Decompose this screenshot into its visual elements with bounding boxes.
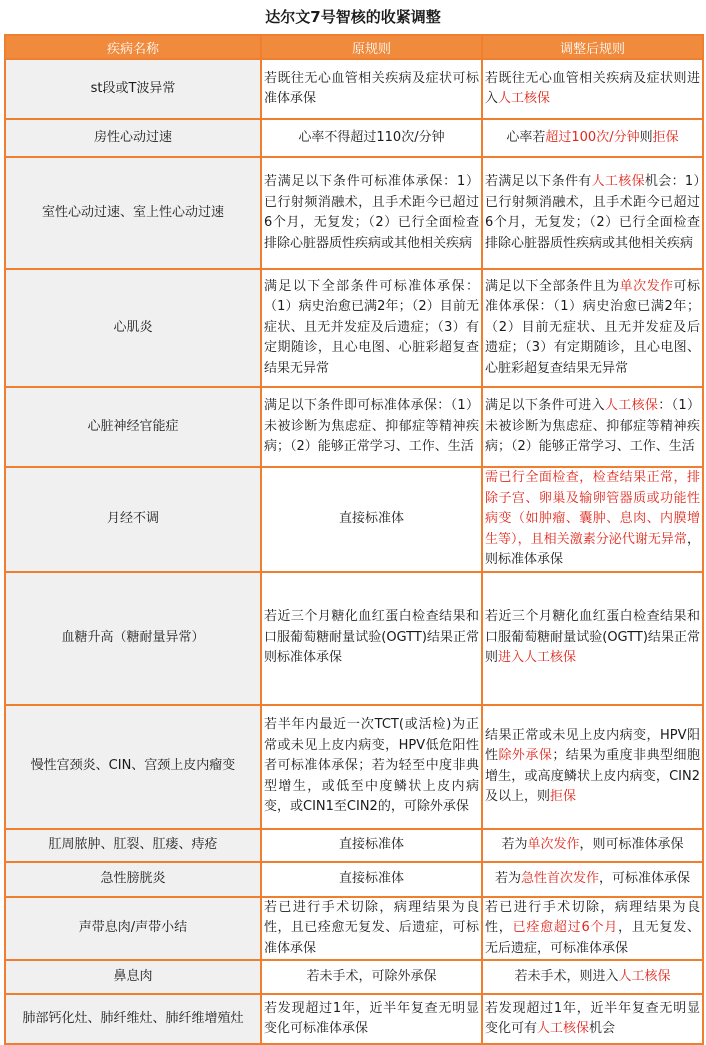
rule-text: 可标准体承保：（1）病史治愈已满2年；（2）目前无症状、且无并发症及后遗症；（3）有定期随诊，且心电图、心脏彩超复查结果无异常 — [485, 278, 700, 376]
adjusted-rule-cell — [482, 960, 703, 994]
rule-text: 若已进行手术切除，病理结果为良性，且已痊愈无复发、后遗症，可标准体承保 — [264, 899, 479, 956]
header-disease-name: 疾病名称 — [5, 35, 261, 59]
highlight-text: 超过100次/分钟 — [545, 129, 640, 145]
rule-text: 直接标准体 — [338, 870, 404, 886]
disease-name-cell: 声带息肉/声带小结 — [5, 897, 261, 961]
adjusted-rule-cell — [482, 829, 703, 862]
disease-name-cell: 房性心动过速 — [5, 119, 261, 157]
table-row — [5, 387, 703, 467]
rule-text: 机会：1）已行射频消融术，且手术距今已超过6个月，无复发；（2）已行全面检查排除心脏器质性疾病或其他相关疾病 — [485, 174, 700, 251]
rule-text: ，则标准体承保 — [485, 531, 700, 567]
adjusted-rule-cell — [482, 387, 703, 467]
highlight-text: 拒保 — [652, 129, 679, 145]
original-rule-cell — [261, 994, 482, 1044]
adjusted-rule-cell — [482, 269, 703, 387]
disease-name-cell: st段或T波异常 — [5, 59, 261, 119]
rules-table — [4, 34, 704, 1045]
disease-name-cell: 室性心动过速、室上性心动过速 — [5, 157, 261, 269]
original-rule-cell — [261, 387, 482, 467]
rule-text: 若为 — [494, 870, 521, 886]
rule-text: 若未手术，可除外承保 — [306, 968, 437, 984]
rule-text: ；结果为重度非典型细胞增生，或高度鳞状上皮内病变，CIN2及以上，则 — [485, 748, 700, 804]
original-rule-cell — [261, 862, 482, 897]
rule-text: 若未手术，则进入 — [514, 968, 619, 984]
original-rule-cell — [261, 829, 482, 862]
header-adjusted-rule: 调整后规则 — [482, 35, 703, 59]
table-row — [5, 862, 703, 897]
highlight-text: 急性首次发作 — [520, 870, 599, 886]
highlight-text: 进入人工核保 — [498, 650, 577, 666]
original-rule-cell — [261, 897, 482, 961]
disease-name-cell: 心肌炎 — [5, 269, 261, 387]
rule-text: 心率不得超过110次/分钟 — [298, 129, 445, 145]
rule-text: 若近三个月糖化血红蛋白检查结果和口服葡萄糖耐量试验(OGTT)结果正常则标准体承保 — [264, 609, 479, 666]
rule-text: 直接标准体 — [338, 511, 404, 526]
rule-text: 结果正常或未见上皮内病变，HPV阳性 — [485, 727, 700, 763]
rule-text: 若近三个月糖化血红蛋白检查结果和口服葡萄糖耐量试验(OGTT)结果正常则 — [485, 609, 700, 666]
highlight-text: 人工核保 — [618, 968, 671, 984]
table-row — [5, 994, 703, 1044]
disease-name-cell: 月经不调 — [5, 467, 261, 572]
highlight-text: 单次发作 — [527, 836, 580, 852]
table-row — [5, 572, 703, 705]
rule-text: 若发现超过1年，近半年复查无明显变化可有 — [485, 1000, 700, 1036]
original-rule-cell — [261, 705, 482, 829]
rule-text: ，且无复发、无后遗症，可标准体承保 — [485, 920, 700, 956]
rule-text: 则 — [639, 129, 653, 145]
highlight-text: 需已行全面检查，检查结果正常，排除子宫、卵巢及输卵管器质或功能性病变（如肿瘤、囊肿、息肉、内膜增生等），且相关激素分泌代谢无异常 — [485, 470, 700, 547]
rule-text: 机会 — [589, 1021, 616, 1036]
rule-text: ，则可标准体承保 — [579, 836, 684, 852]
adjusted-rule-cell — [482, 467, 703, 572]
highlight-text: 人工核保 — [591, 174, 645, 189]
original-rule-cell — [261, 119, 482, 157]
rule-text: ，可标准体承保 — [599, 870, 691, 886]
original-rule-cell — [261, 59, 482, 119]
highlight-text: 拒保 — [550, 789, 577, 804]
disease-name-cell: 肺部钙化灶、肺纤维灶、肺纤维增殖灶 — [5, 994, 261, 1044]
adjusted-rule-cell — [482, 897, 703, 961]
rule-text: 若既往无心血管相关疾病及症状可标准体承保 — [264, 70, 479, 106]
adjusted-rule-cell — [482, 862, 703, 897]
highlight-text: 已痊愈超过6个月 — [512, 920, 619, 935]
original-rule-cell — [261, 467, 482, 572]
adjusted-rule-cell — [482, 59, 703, 119]
rule-text: 心率若 — [506, 129, 546, 145]
table-row — [5, 829, 703, 862]
rule-text: 若满足以下条件可标准体承保：1）已行射频消融术，且手术距今已超过6个月，无复发；（2）已行全面检查排除心脏器质性疾病或其他相关疾病 — [264, 174, 479, 251]
rule-text: 满足以下条件即可标准体承保：（1）未被诊断为焦虑症、抑郁症等精神疾病；（2）能够正常学习、工作、生活 — [264, 398, 479, 455]
page-title: 达尔文7号智核的收紧调整 — [265, 8, 441, 26]
disease-name-cell: 心脏神经官能症 — [5, 387, 261, 467]
rule-text: 若满足以下条件有 — [485, 174, 592, 189]
highlight-text: 单次发作 — [619, 278, 674, 294]
table-header-row — [5, 35, 703, 59]
table-row — [5, 119, 703, 157]
original-rule-cell — [261, 269, 482, 387]
highlight-text: 人工核保 — [537, 1021, 590, 1036]
disease-name-cell: 急性膀胱炎 — [5, 862, 261, 897]
rule-text: 直接标准体 — [338, 836, 404, 852]
disease-name-cell: 血糖升高（糖耐量异常） — [5, 572, 261, 705]
original-rule-cell — [261, 157, 482, 269]
table-row — [5, 269, 703, 387]
original-rule-cell — [261, 960, 482, 994]
table-row — [5, 157, 703, 269]
original-rule-cell — [261, 572, 482, 705]
disease-name-cell: 慢性宫颈炎、CIN、宫颈上皮内瘤变 — [5, 705, 261, 829]
table-row — [5, 960, 703, 994]
adjusted-rule-cell — [482, 705, 703, 829]
adjusted-rule-cell — [482, 157, 703, 269]
rule-text: 若半年内最近一次TCT(或活检)为正常或未见上皮内病变，HPV低危阳性者可标准体承保；若为轻至中度非典型增生，或低至中度鳞状上皮内病变，或CIN1至CIN2的，可除外承保 — [264, 717, 479, 815]
table-row — [5, 467, 703, 572]
highlight-text: 人工核保 — [604, 398, 659, 414]
rule-text: 满足以下全部条件可标准体承保：（1）病史治愈已满2年；（2）目前无症状、且无并发症及后遗症；（3）有定期随诊，且心电图、心脏彩超复查结果无异常 — [264, 278, 479, 376]
disease-name-cell: 肛周脓肿、肛裂、肛瘘、痔疮 — [5, 829, 261, 862]
adjusted-rule-cell — [482, 572, 703, 705]
table-row — [5, 59, 703, 119]
disease-name-cell: 鼻息肉 — [5, 960, 261, 994]
adjusted-rule-cell — [482, 994, 703, 1044]
rule-text: ：（1）未被诊断为焦虑症、抑郁症等精神疾病；（2）能够正常学习、工作、生活 — [485, 398, 700, 455]
highlight-text: 除外承保 — [498, 748, 553, 763]
rule-text: 若已进行手术切除，病理结果为良性， — [485, 899, 700, 935]
rule-text: 满足以下条件可进入 — [485, 398, 605, 414]
table-body — [5, 59, 703, 1044]
rule-text: 满足以下全部条件且为 — [485, 278, 620, 294]
adjusted-rule-cell — [482, 119, 703, 157]
table-row — [5, 705, 703, 829]
rule-text: 若为 — [501, 836, 528, 852]
rule-text: 若既往无心血管相关疾病及症状则进入 — [485, 70, 700, 106]
highlight-text: 人工核保 — [498, 91, 551, 106]
table-row — [5, 897, 703, 961]
header-original-rule: 原规则 — [261, 35, 482, 59]
rule-text: 若发现超过1年，近半年复查无明显变化可标准体承保 — [264, 1000, 479, 1036]
